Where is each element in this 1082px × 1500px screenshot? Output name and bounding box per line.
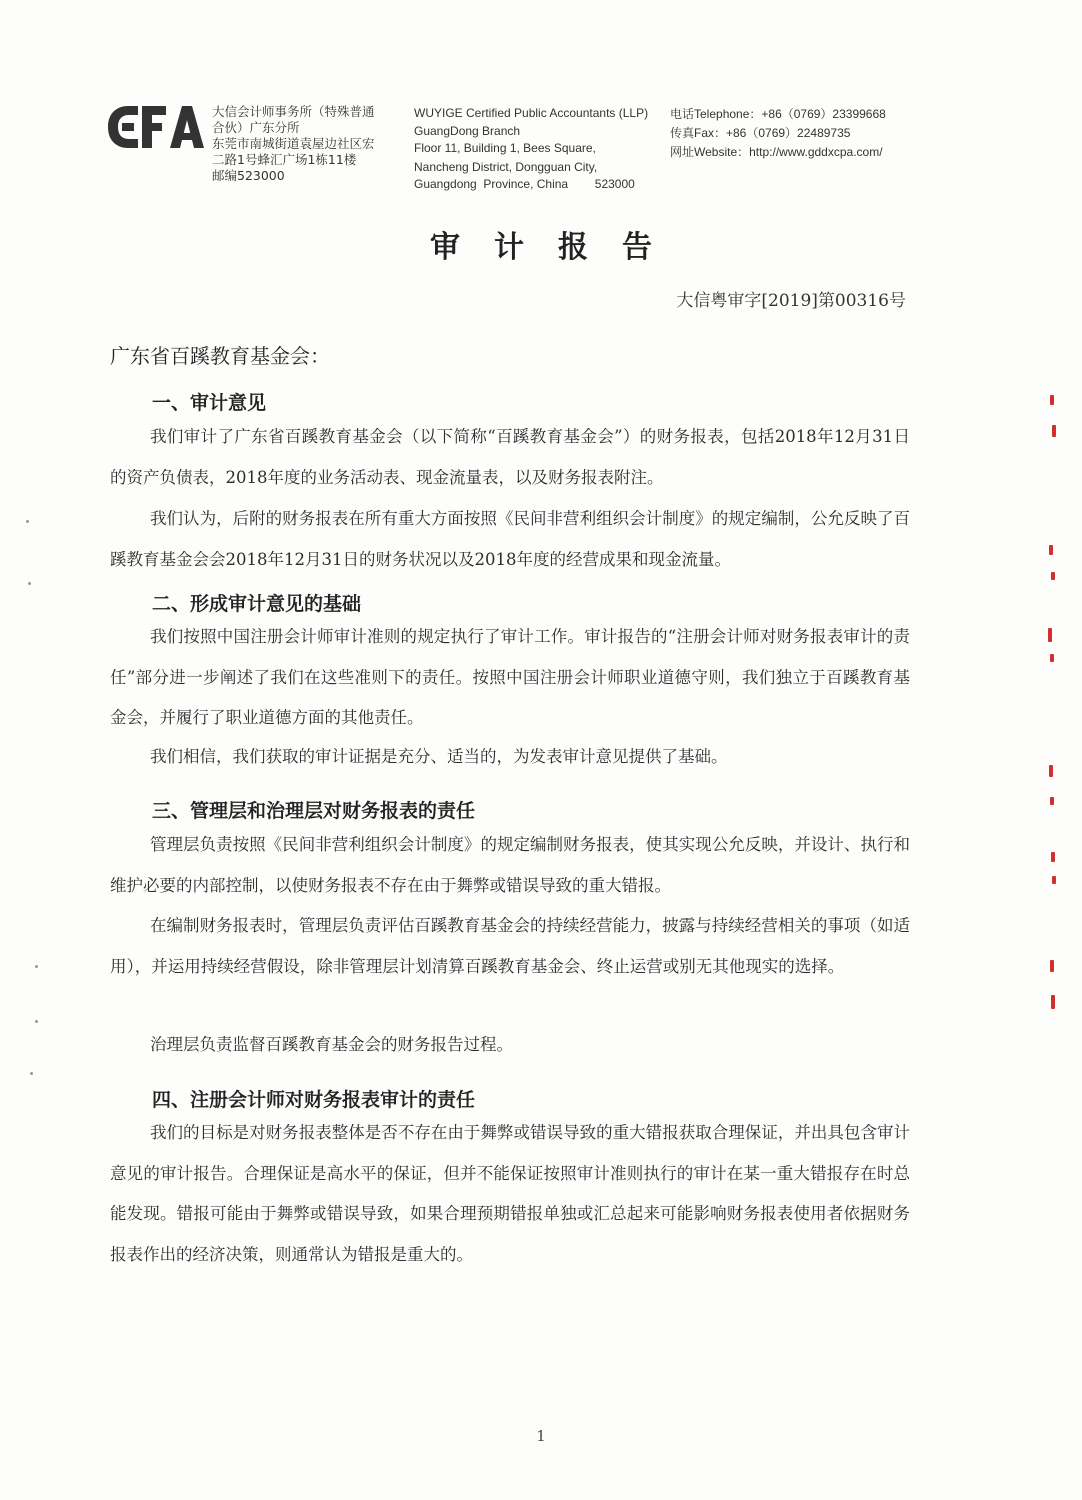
seal-bleed-mark xyxy=(1052,425,1056,437)
binding-speck xyxy=(30,1072,33,1075)
firm-name-line-2: 合伙）广东分所 xyxy=(212,120,300,135)
telephone: 电话Telephone：+86（0769）23399668 xyxy=(670,107,886,121)
binding-speck xyxy=(26,520,29,523)
section-4-heading: 四、注册会计师对财务报表审计的责任 xyxy=(152,1089,476,1111)
seal-bleed-mark xyxy=(1051,995,1055,1009)
section-4-paragraph-1: 我们的目标是对财务报表整体是否不存在由于舞弊或错误导致的重大错报获取合理保证，并出具包含审计意见的审计报告。合理保证是高水平的保证，但并不能保证按照审计准则执行的审计在某一重大错报存在时总能发现。错报可能由于舞弊或错误导致，如果合理预期错报单独或汇总起来可能影响财务报表使用者依据财务报表作出的经济决策，则通常认为错报是重大的。 xyxy=(110,1123,910,1264)
section-1-paragraph-1: 我们审计了广东省百蹊教育基金会（以下简称“百蹊教育基金会”）的财务报表，包括2018年12月31日的资产负债表，2018年度的业务活动表、现金流量表，以及财务报表附注。 xyxy=(110,427,910,487)
fax: 传真Fax：+86（0769）22489735 xyxy=(670,126,851,140)
section-2-paragraph-1: 我们按照中国注册会计师审计准则的规定执行了审计工作。审计报告的“注册会计师对财务报表审计的责任”部分进一步阐述了我们在这些准则下的责任。按照中国注册会计师职业道德守则，我们独立于百蹊教育基金会，并履行了职业道德方面的其他责任。 xyxy=(110,627,910,727)
report-title: 审计报告 xyxy=(430,230,686,265)
seal-bleed-mark xyxy=(1050,960,1054,972)
seal-bleed-mark xyxy=(1051,572,1055,580)
seal-bleed-mark xyxy=(1050,395,1054,405)
firm-name-line-1: 大信会计师事务所（特殊普通 xyxy=(212,104,375,119)
en-line-3: Floor 11, Building 1, Bees Square, xyxy=(414,141,596,156)
binding-speck xyxy=(28,582,31,585)
section-3-paragraph-1: 管理层负责按照《民间非营利组织会计制度》的规定编制财务报表，使其实现公允反映，并设计、执行和维护必要的内部控制，以使财务报表不存在由于舞弊或错误导致的重大错报。 xyxy=(110,835,910,895)
seal-bleed-mark xyxy=(1048,628,1052,642)
en-line-4: Nancheng District, Dongguan City, xyxy=(414,159,598,174)
en-line-2: GuangDong Branch xyxy=(414,123,521,138)
binding-speck xyxy=(35,965,38,968)
section-3-paragraph-3: 治理层负责监督百蹊教育基金会的财务报告过程。 xyxy=(150,1035,513,1054)
seal-bleed-mark xyxy=(1050,797,1054,805)
section-1-paragraph-2: 我们认为，后附的财务报表在所有重大方面按照《民间非营利组织会计制度》的规定编制，公允反映了百蹊教育基金会会2018年12月31日的财务状况以及2018年度的经营成果和现金流量。 xyxy=(110,509,910,569)
en-line-1: WUYIGE Certified Public Accountants (LLP) xyxy=(414,106,649,120)
cpa-logo xyxy=(104,104,208,150)
section-3-heading: 三、管理层和治理层对财务报表的责任 xyxy=(152,800,476,822)
address-line-1: 东莞市南城街道袁屋边社区宏 xyxy=(212,136,375,151)
en-line-5: Guangdong Province, China 523000 xyxy=(414,177,635,192)
firm-english-address xyxy=(414,105,648,194)
postcode-line: 邮编523000 xyxy=(212,168,285,183)
seal-bleed-mark xyxy=(1052,876,1056,884)
seal-bleed-mark xyxy=(1049,765,1053,777)
page-number: 1 xyxy=(536,1427,546,1445)
section-2-paragraph-2: 我们相信，我们获取的审计证据是充分、适当的，为发表审计意见提供了基础。 xyxy=(150,747,728,766)
seal-bleed-mark xyxy=(1049,545,1053,555)
reference-number: 大信粤审字[2019]第00316号 xyxy=(676,291,906,311)
address-line-2: 二路1号蜂汇广场1栋11楼 xyxy=(212,152,357,167)
section-1-heading: 一、审计意见 xyxy=(152,392,267,414)
seal-bleed-mark xyxy=(1050,654,1054,662)
section-2-heading: 二、形成审计意见的基础 xyxy=(152,593,362,615)
website-link[interactable]: 网址Website：http://www.gddxcpa.com/ xyxy=(670,145,883,159)
seal-bleed-mark xyxy=(1051,852,1055,862)
section-3-paragraph-2: 在编制财务报表时，管理层负责评估百蹊教育基金会的持续经营能力，披露与持续经营相关的事项（如适用），并运用持续经营假设，除非管理层计划清算百蹊教育基金会、终止运营或别无其他现实的选择。 xyxy=(110,916,910,976)
addressee: 广东省百蹊教育基金会： xyxy=(110,344,330,368)
binding-speck xyxy=(35,1020,38,1023)
firm-chinese-address xyxy=(212,104,402,184)
firm-contact xyxy=(670,105,886,162)
